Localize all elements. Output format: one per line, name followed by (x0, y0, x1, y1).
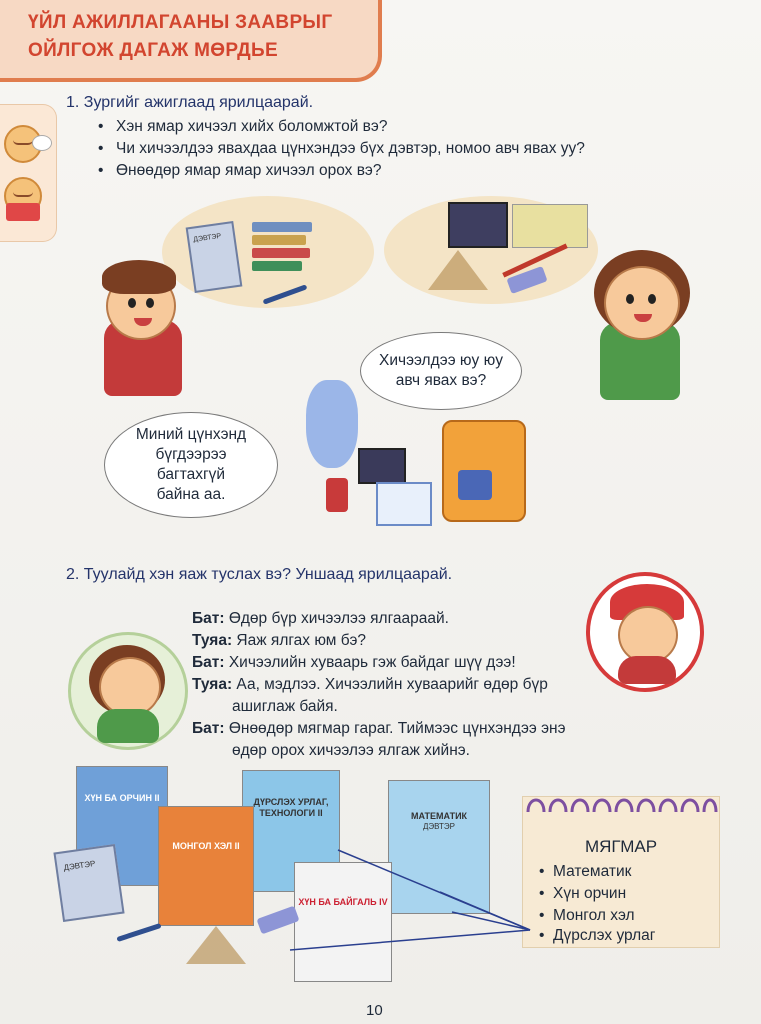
schedule-day: МЯГМАР (584, 837, 658, 856)
speech-line: Хичээлдээ юу юу (379, 352, 503, 369)
schedule-item: • Монгол хэл (553, 907, 635, 925)
notebook-label: ДЭВТЭР (63, 858, 96, 873)
task-1-question: • Чи хичээлдээ явахдаа цүнхэндээ бүх дэвтэр, номоо авч явах уу? (116, 140, 585, 158)
page-number: 10 (366, 1002, 383, 1019)
dialogue-line: Бат: Өнөөдөр мягмар гараг. Тиймээс цүнхэндээ энэ (192, 720, 566, 737)
speech-line: авч явах вэ? (395, 372, 487, 389)
cover-title: ХҮН БА БАЙГАЛЬ IV (298, 897, 388, 907)
task-1-question: • Хэн ямар хичээл хийх боломжтой вэ? (116, 118, 387, 136)
dialogue-line: Бат: Өдөр бүр хичээлээ ялгаараай. (192, 610, 449, 627)
cover-subtitle: ДЭВТЭР (423, 822, 455, 831)
task-1-question: • Өнөөдөр ямар ямар хичээл орох вэ? (116, 162, 381, 180)
speech-line: багтахгүй (156, 466, 226, 483)
notebook-label: ДЭВТЭР (192, 232, 222, 244)
banner-title-line-2: ОЙЛГОЖ ДАГАЖ МӨРДЬЕ (28, 40, 278, 61)
cover-title: МОНГОЛ ХЭЛ II (172, 841, 240, 851)
schedule-item: • Дүрслэх урлаг (553, 927, 655, 945)
dialogue-line: өдөр орох хичээлээ ялгаж хийнэ. (232, 742, 470, 759)
speech-line: Миний цүнхэнд (135, 426, 247, 443)
cover-title: ДҮРСЛЭХ УРЛАГ, ТЕХНОЛОГИ II (253, 797, 329, 818)
task-1-title: 1. Зургийг ажиглаад ярилцаарай. (66, 94, 314, 111)
dialogue-line: Бат: Хичээлийн хуваарь гэж байдаг шүү дээ! (192, 654, 516, 671)
dialogue-line: Туяа: Яаж ялгах юм бэ? (192, 632, 366, 649)
dialogue-line: ашиглаж байя. (232, 698, 338, 715)
cover-title: МАТЕМАТИК (410, 811, 468, 821)
dialogue-line: Туяа: Аа, мэдлээ. Хичээлийн хуваарийг өдөр бүр (192, 676, 548, 693)
schedule-item: • Хүн орчин (553, 885, 626, 903)
cover-title: ХҮН БА ОРЧИН II (84, 793, 160, 803)
banner-title-line-1: ҮЙЛ АЖИЛЛАГААНЫ ЗААВРЫГ (28, 12, 333, 33)
speech-line: бүгдээрээ (155, 446, 227, 463)
speech-line: байна аа. (156, 486, 226, 503)
task-2-title: 2. Туулайд хэн яаж туслах вэ? Уншаад ярилцаарай. (66, 566, 453, 583)
schedule-item: • Математик (553, 863, 631, 881)
